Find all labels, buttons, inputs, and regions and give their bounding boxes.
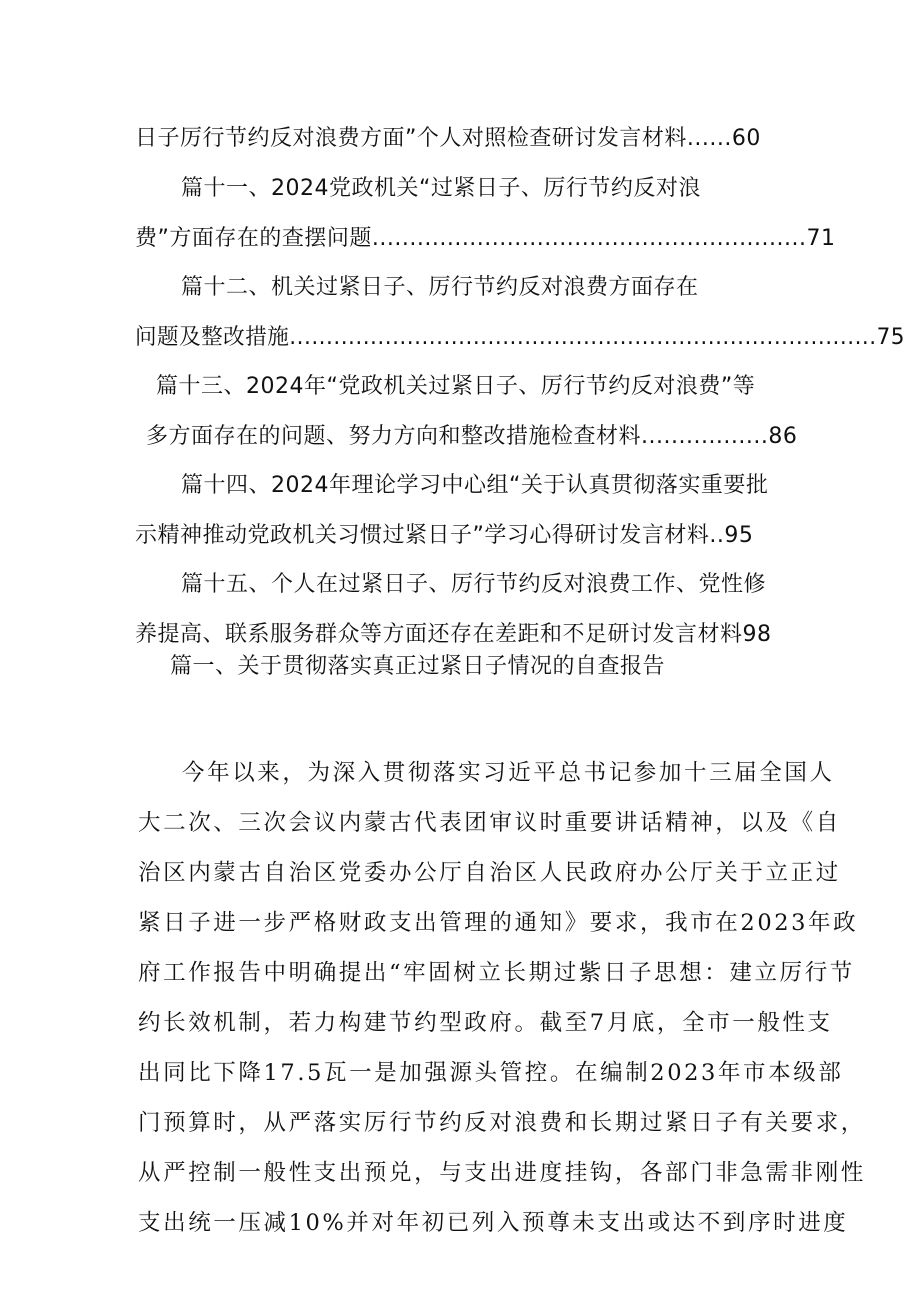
body-paragraph-line: 紧日子进一步严格财政支出管理的通知》要求，我市在2023年政	[138, 910, 859, 936]
body-paragraph-line: 大二次、三次会议内蒙古代表团审议时重要讲话精神，以及《自	[138, 810, 841, 836]
toc-entry-12-line1: 篇十二、机关过紧日子、厉行节约反对浪费方面存在	[181, 275, 699, 300]
body-paragraph-line: 今年以来，为深入贯彻落实习近平总书记参加十三届全国人	[182, 760, 835, 786]
toc-entry-11-line1: 篇十一、2024党政机关“过紧日子、厉行节约反对浪	[181, 176, 701, 201]
body-paragraph-line: 支出统一压减10%并对年初已列入预尊未支出或达不到序时进度	[138, 1210, 849, 1236]
body-paragraph-line: 府工作报告中明确提出“牢固树立长期过紫日子思想：建立厉行节	[138, 960, 855, 986]
toc-entry-15-line1: 篇十五、个人在过紧日子、厉行节约反对浪费工作、党性修	[181, 572, 767, 597]
body-paragraph-line: 约长效机制，若力构建节约型政府。截至7月底，全市一般性支	[138, 1010, 833, 1036]
toc-entry-13-line1: 篇十三、2024年“党政机关过紧日子、厉行节约反对浪费”等	[156, 374, 756, 399]
body-paragraph-line: 治区内蒙古自治区党委办公厅自治区人民政府办公厅关于立正过	[138, 860, 841, 886]
toc-entry-13-line2: 多方面存在的问题、努力方向和整改措施检查材料.................86	[146, 424, 798, 449]
body-paragraph-line: 门预算时，从严落实厉行节约反对浪费和长期过紧日子有关要求，	[138, 1110, 866, 1136]
body-paragraph-line: 出同比下降17.5瓦一是加强源头管控。在编制2023年市本级部	[138, 1060, 844, 1086]
toc-entry-12-line2: 问题及整改措施................................................................................75	[135, 325, 905, 350]
toc-entry-15-line2: 养提高、联系服务群众等方面还存在差距和不足研讨发言材料98	[135, 622, 772, 647]
toc-entry-14-line1: 篇十四、2024年理论学习中心组“关于认真贯彻落实重要批	[181, 473, 769, 498]
section-title: 篇一、关于贯彻落实真正过紧日子情况的自查报告	[170, 654, 666, 679]
toc-entry-continued: 日子厉行节约反对浪费方面”个人对照检查研讨发言材料......60	[135, 126, 761, 151]
toc-entry-14-line2: 示精神推动党政机关习惯过紧日子”学习心得研讨发言材料..95	[135, 523, 754, 548]
toc-entry-11-line2: 费”方面存在的查摆问题..........................................................71	[135, 226, 836, 251]
body-paragraph-line: 从严控制一般性支出预兑，与支出进度挂钩，各部门非急需非刚性	[138, 1160, 866, 1186]
